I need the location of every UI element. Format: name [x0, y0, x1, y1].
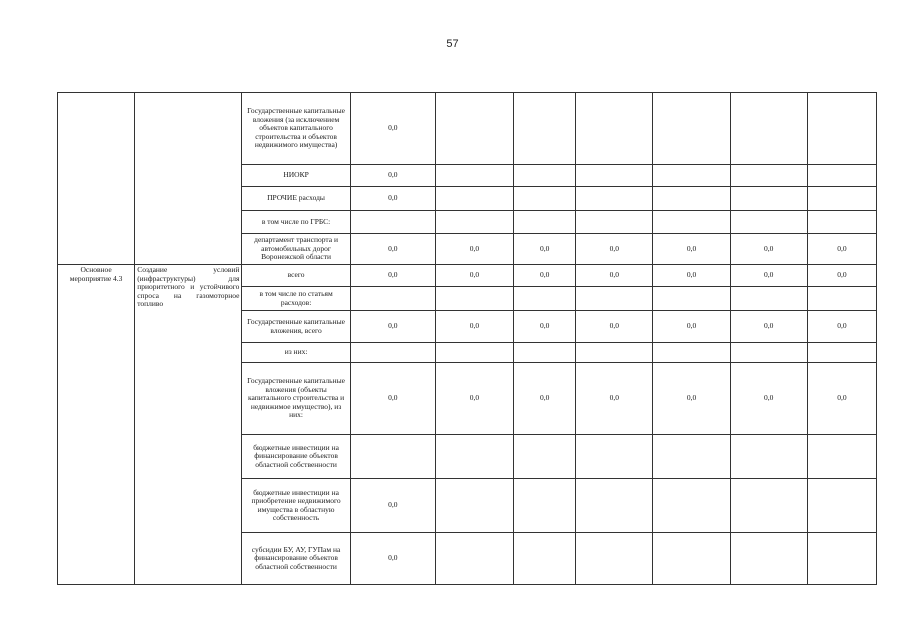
value-cell [514, 211, 576, 234]
value-cell [514, 93, 576, 165]
value-cell [576, 93, 653, 165]
value-cell [730, 343, 807, 363]
activity-description: Создание условий (инфраструктуры) для приоритетного и устойчивого спроса на газомоторное топливо [137, 265, 240, 308]
value-cell [514, 479, 576, 533]
value-cell: 0,0 [807, 363, 876, 435]
value-cell [730, 211, 807, 234]
value-cell [807, 435, 876, 479]
value-cell: 0,0 [514, 265, 576, 287]
value-cell [514, 343, 576, 363]
value-cell: 0,0 [350, 165, 435, 187]
row-label: бюджетные инвестиции на приобретение недвижимого имущества в областную собственность [242, 479, 350, 533]
value-cell: 0,0 [576, 234, 653, 265]
value-cell [807, 287, 876, 311]
value-cell: 0,0 [576, 363, 653, 435]
value-cell: 0,0 [435, 265, 513, 287]
value-cell: 0,0 [653, 265, 730, 287]
value-cell: 0,0 [435, 234, 513, 265]
activity-name: Основное мероприятие 4.3 [58, 265, 135, 585]
value-cell: 0,0 [350, 533, 435, 585]
value-cell: 0,0 [576, 311, 653, 343]
value-cell [730, 435, 807, 479]
value-cell [350, 211, 435, 234]
value-cell: 0,0 [730, 265, 807, 287]
value-cell [576, 211, 653, 234]
table-row [58, 93, 877, 165]
continued-activity-cell [58, 93, 135, 265]
value-cell: 0,0 [730, 234, 807, 265]
value-cell [653, 211, 730, 234]
row-label: Государственные капитальные вложения, всего [242, 311, 350, 343]
table-row [58, 265, 877, 287]
row-label: НИОКР [242, 165, 350, 187]
value-cell: 0,0 [435, 311, 513, 343]
value-cell: 0,0 [350, 187, 435, 211]
value-cell: 0,0 [576, 265, 653, 287]
value-cell [653, 93, 730, 165]
page-number: 57 [446, 38, 459, 50]
value-cell [576, 343, 653, 363]
row-label: ПРОЧИЕ расходы [242, 187, 350, 211]
value-cell: 0,0 [350, 265, 435, 287]
value-cell [435, 435, 513, 479]
value-cell: 0,0 [807, 234, 876, 265]
value-cell: 0,0 [653, 363, 730, 435]
value-cell [514, 165, 576, 187]
value-cell [514, 533, 576, 585]
value-cell [514, 435, 576, 479]
value-cell [576, 287, 653, 311]
row-label: Государственные капитальные вложения (за исключением объектов капитального строительства и объектов недвижимого имущества) [242, 93, 350, 165]
value-cell [653, 343, 730, 363]
row-label: Государственные капитальные вложения (объекты капитального строительства и недвижимое имущество), из них: [242, 363, 350, 435]
value-cell: 0,0 [435, 363, 513, 435]
value-cell: 0,0 [514, 311, 576, 343]
value-cell [350, 435, 435, 479]
value-cell [807, 343, 876, 363]
value-cell [435, 93, 513, 165]
value-cell [435, 211, 513, 234]
value-cell [730, 479, 807, 533]
row-label: в том числе по статьям расходов: [242, 287, 350, 311]
value-cell [807, 479, 876, 533]
value-cell: 0,0 [730, 363, 807, 435]
value-cell: 0,0 [653, 234, 730, 265]
value-cell [730, 187, 807, 211]
value-cell [653, 287, 730, 311]
value-cell [730, 287, 807, 311]
row-label: департамент транспорта и автомобильных дорог Воронежской области [242, 234, 350, 265]
value-cell [653, 165, 730, 187]
value-cell: 0,0 [514, 363, 576, 435]
value-cell [435, 343, 513, 363]
value-cell [435, 287, 513, 311]
value-cell: 0,0 [350, 363, 435, 435]
value-cell [653, 479, 730, 533]
value-cell [807, 93, 876, 165]
activity-description-cell [135, 265, 242, 585]
value-cell [350, 343, 435, 363]
value-cell: 0,0 [730, 311, 807, 343]
budget-table [57, 92, 877, 585]
value-cell: 0,0 [350, 93, 435, 165]
row-label: бюджетные инвестиции на финансирование объектов областной собственности [242, 435, 350, 479]
value-cell [576, 533, 653, 585]
value-cell [807, 165, 876, 187]
continued-description-cell [135, 93, 242, 265]
value-cell [730, 93, 807, 165]
value-cell [730, 533, 807, 585]
value-cell [576, 187, 653, 211]
value-cell [576, 165, 653, 187]
value-cell [435, 479, 513, 533]
value-cell [435, 187, 513, 211]
value-cell [807, 187, 876, 211]
row-label: субсидии БУ, АУ, ГУПам на финансирование объектов областной собственности [242, 533, 350, 585]
row-label: всего [242, 265, 350, 287]
row-label: в том числе по ГРБС: [242, 211, 350, 234]
value-cell [730, 165, 807, 187]
value-cell: 0,0 [350, 234, 435, 265]
value-cell: 0,0 [514, 234, 576, 265]
value-cell [653, 533, 730, 585]
value-cell [350, 287, 435, 311]
value-cell [435, 165, 513, 187]
value-cell: 0,0 [350, 311, 435, 343]
value-cell [514, 187, 576, 211]
value-cell: 0,0 [653, 311, 730, 343]
value-cell: 0,0 [807, 311, 876, 343]
value-cell [807, 211, 876, 234]
value-cell: 0,0 [807, 265, 876, 287]
value-cell [514, 287, 576, 311]
value-cell [807, 533, 876, 585]
value-cell [653, 187, 730, 211]
value-cell [653, 435, 730, 479]
value-cell [435, 533, 513, 585]
value-cell [576, 435, 653, 479]
value-cell: 0,0 [350, 479, 435, 533]
value-cell [576, 479, 653, 533]
row-label: из них: [242, 343, 350, 363]
